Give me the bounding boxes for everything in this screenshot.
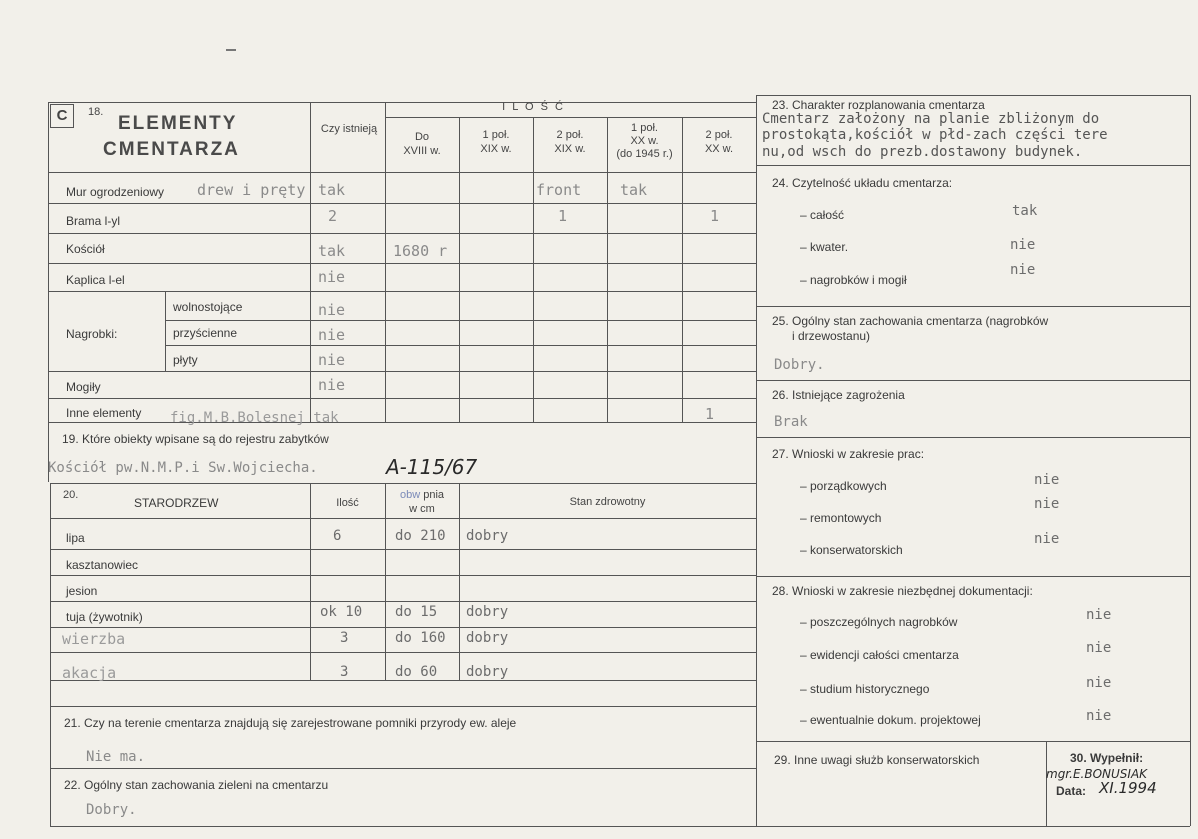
tree-name: lipa [66, 531, 85, 545]
tree-name: tuja (żywotnik) [66, 610, 143, 624]
col-header-4: 1 poł. XX w. (do 1945 r.) [616, 122, 673, 160]
s20-number: 20. [63, 489, 79, 501]
inne-col5: 1 [705, 405, 715, 423]
wolnostojace-exists: nie [318, 301, 346, 319]
s27-item-value: nie [1034, 496, 1060, 512]
mur-label: Mur ogrodzeniowy [66, 185, 165, 199]
s24-item-value: tak [1012, 203, 1038, 219]
s20-col-qty: Ilość [336, 497, 359, 509]
ilosc-header: I L O Ś Ć [502, 101, 565, 113]
s19-value: Kościół pw.N.M.P.i Sw.Wojciecha. [48, 460, 318, 476]
s22-value: Dobry. [86, 802, 137, 818]
tree-qty: 3 [340, 630, 349, 646]
mogily-label: Mogiły [66, 380, 101, 394]
col-header-5: 2 poł. XX w. [704, 129, 734, 155]
plyty-exists: nie [318, 351, 346, 369]
s27-label: 27. Wnioski w zakresie prac: [772, 447, 925, 461]
kosciol-exists: tak [318, 242, 346, 260]
s28-item-value: nie [1086, 640, 1112, 656]
s24-item-label: – kwater. [800, 240, 849, 254]
przyscienne-label: przyścienne [173, 326, 238, 340]
wolnostojace-label: wolnostojące [173, 300, 243, 314]
inne-label: Inne elementy [66, 406, 142, 420]
tree-circ: do 60 [395, 664, 438, 680]
s25-value: Dobry. [774, 357, 825, 373]
mur-col3: front [536, 181, 582, 199]
mur-col4: tak [620, 181, 648, 199]
tree-name: kasztanowiec [66, 558, 139, 572]
s19-register-number: A-115/67 [386, 455, 478, 479]
kosciol-label: Kościół [66, 242, 105, 256]
s28-item-value: nie [1086, 607, 1112, 623]
s23-label: 23. Charakter rozplanowania cmentarza [772, 98, 985, 112]
kaplica-label: Kaplica l-el [66, 273, 125, 287]
s24-item-value: nie [1010, 262, 1036, 278]
s25-label: 25. Ogólny stan zachowania cmentarza (nagrobków i drzewostanu) [772, 314, 1049, 343]
form-title-line2: CMENTARZA [103, 139, 240, 160]
brama-col3: 1 [558, 207, 568, 225]
form-code-box: C [50, 104, 74, 128]
inne-note: fig.M.B.Bolesnej tak [170, 410, 339, 426]
s30-date-label: Data: [1056, 784, 1087, 798]
s24-item-value: nie [1010, 237, 1036, 253]
tree-name: akacja [62, 664, 117, 682]
kaplica-exists: nie [318, 268, 346, 286]
przyscienne-exists: nie [318, 326, 346, 344]
s24-item-label: – nagrobków i mogił [800, 273, 907, 287]
brama-exists: 2 [328, 207, 338, 225]
mogily-exists: nie [318, 376, 346, 394]
plyty-label: płyty [173, 353, 198, 367]
form-title-line1: ELEMENTY [118, 113, 238, 134]
kosciol-col1: 1680 r [393, 242, 448, 260]
tree-qty: 3 [340, 664, 349, 680]
s30-label: 30. Wypełnił: [1070, 751, 1144, 765]
s24-label: 24. Czytelność układu cmentarza: [772, 176, 953, 190]
tree-qty: 6 [333, 528, 342, 544]
s27-item-label: – porządkowych [800, 479, 887, 493]
s28-item-label: – poszczególnych nagrobków [800, 615, 958, 629]
s28-item-label: – studium historycznego [800, 682, 930, 696]
tree-name: wierzba [62, 630, 126, 648]
s20-col-health: Stan zdrowotny [569, 496, 646, 508]
s23-line2: prostokąta,kościół w płd-zach części tere [762, 127, 1108, 143]
s27-item-label: – remontowych [800, 511, 882, 525]
s27-item-value: nie [1034, 472, 1060, 488]
s22-label: 22. Ogólny stan zachowania zieleni na cmentarzu [64, 778, 329, 792]
s21-value: Nie ma. [86, 749, 146, 765]
tree-health: dobry [466, 664, 509, 680]
mur-exists: tak [318, 181, 346, 199]
s29-label: 29. Inne uwagi służb konserwatorskich [774, 753, 980, 767]
s23-line3: nu,od wsch do prezb.dostawony budynek. [762, 144, 1083, 160]
s19-label: 19. Które obiekty wpisane są do rejestru zabytków [62, 432, 329, 446]
s27-item-value: nie [1034, 531, 1060, 547]
tree-name: jesion [66, 584, 98, 598]
nagrobki-label: Nagrobki: [66, 327, 118, 341]
s28-item-value: nie [1086, 708, 1112, 724]
s28-item-value: nie [1086, 675, 1112, 691]
tree-health: dobry [466, 528, 509, 544]
col-exists-header: Czy istnieją [320, 123, 378, 135]
section-number-18: 18. [88, 106, 104, 118]
s21-label: 21. Czy na terenie cmentarza znajdują się zarejestrowane pomniki przyrody ew. aleje [64, 716, 517, 730]
tree-circ: do 210 [395, 528, 446, 544]
s30-author-signature: mgr.E.BONUSIAK [1046, 767, 1148, 781]
s20-col-circ: obw pnia w cm [399, 489, 445, 515]
s20-title: STARODRZEW [134, 496, 219, 510]
s26-value: Brak [774, 414, 808, 430]
tree-circ: do 15 [395, 604, 438, 620]
tree-circ: do 160 [395, 630, 446, 646]
tree-health: dobry [466, 630, 509, 646]
s28-item-label: – ewentualnie dokum. projektowej [800, 713, 981, 727]
col-header-2: 1 poł. XIX w. [480, 129, 512, 155]
s27-item-label: – konserwatorskich [800, 543, 903, 557]
s23-line1: Cmentarz założony na planie zbliżonym do [762, 111, 1100, 127]
s28-label: 28. Wnioski w zakresie niezbędnej dokumentacji: [772, 584, 1033, 598]
scan-mark [226, 49, 236, 51]
s28-item-label: – ewidencji całości cmentarza [800, 648, 959, 662]
mur-note: drew i pręty [197, 181, 306, 199]
s30-date-value: XI.1994 [1099, 779, 1157, 797]
tree-qty: ok 10 [320, 604, 363, 620]
tree-health: dobry [466, 604, 509, 620]
brama-label: Brama l-yl [66, 214, 121, 228]
brama-col5: 1 [710, 207, 720, 225]
s20-col-circ-prefix: obw [399, 489, 421, 501]
s26-label: 26. Istniejące zagrożenia [772, 388, 905, 402]
col-header-1: Do XVIII w. [403, 131, 441, 157]
s24-item-label: – całość [800, 208, 845, 222]
col-header-3: 2 poł. XIX w. [554, 129, 586, 155]
